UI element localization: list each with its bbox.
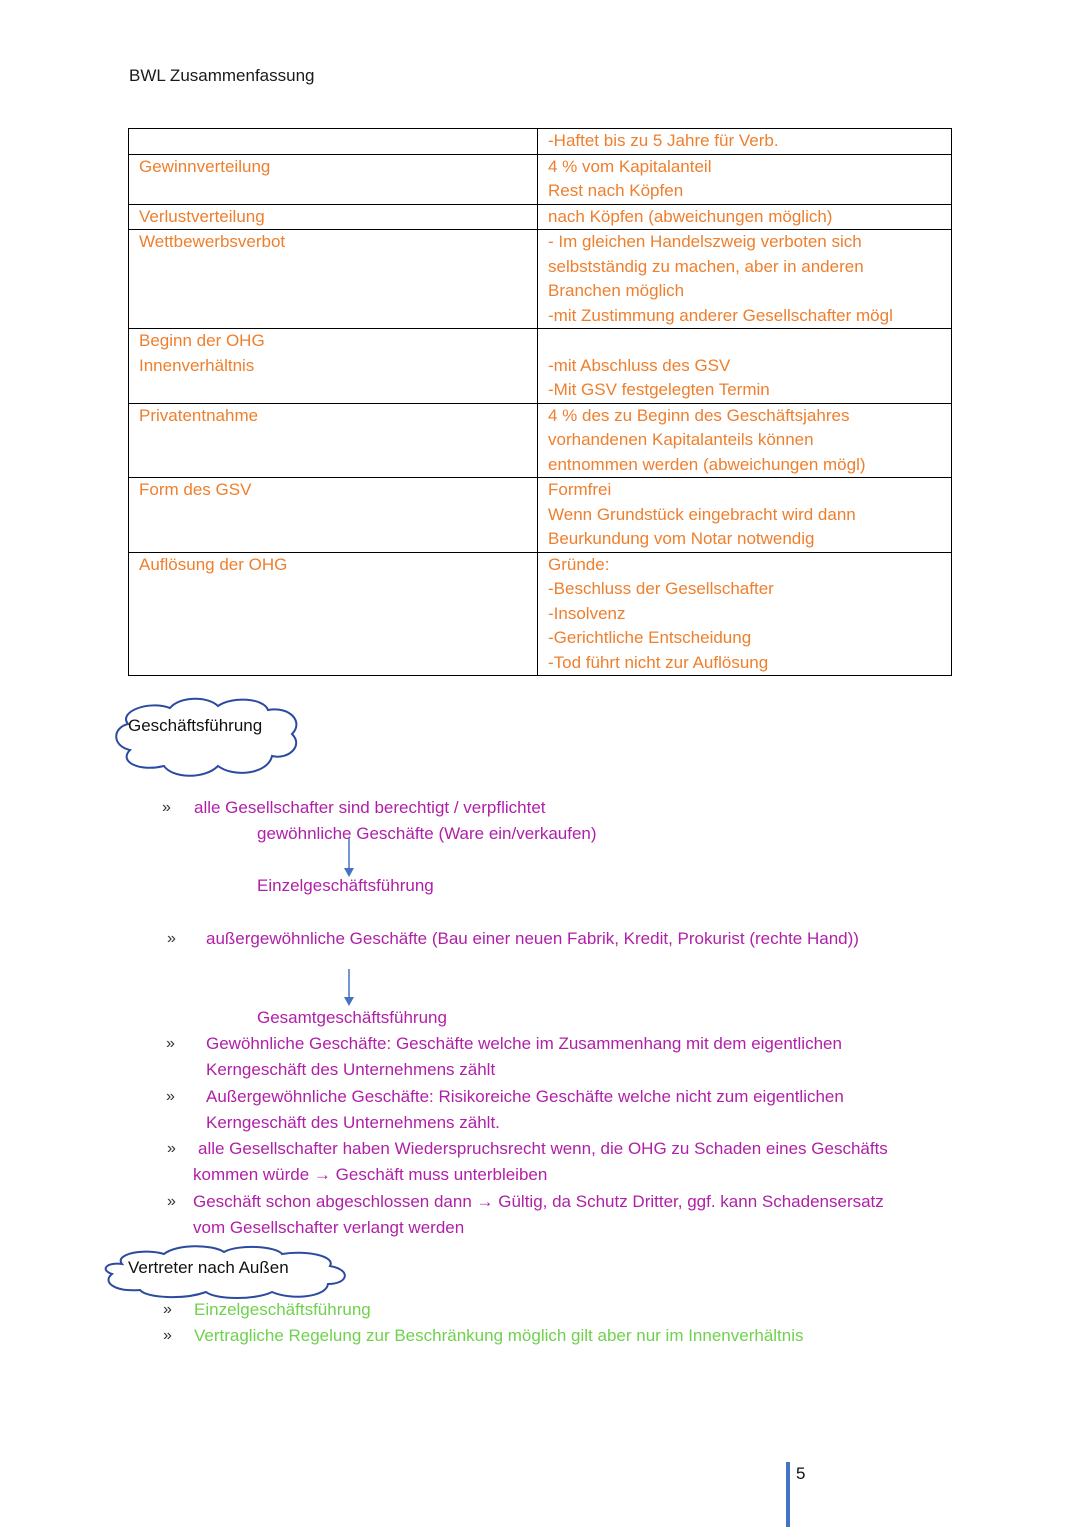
bullet-gewoehnliche-definition-line2: Kerngeschäft des Unternehmens zählt bbox=[206, 1060, 496, 1079]
table-cell-line: entnommen werden (abweichungen mögl) bbox=[548, 454, 866, 474]
table-cell-label bbox=[129, 329, 538, 404]
table-cell-line: Wenn Grundstück eingebracht wird dann bbox=[548, 504, 856, 524]
cloud-heading-geschaeftsfuehrung bbox=[108, 694, 304, 780]
bullet-gesellschafter-berechtigt: alle Gesellschafter sind berechtigt / verpflichtet bbox=[194, 798, 546, 817]
table-cell-label bbox=[129, 129, 538, 155]
table-cell-label bbox=[129, 552, 538, 676]
table-cell-value bbox=[538, 329, 952, 404]
table-cell-label bbox=[129, 478, 538, 553]
bullet-glyph: » bbox=[167, 1193, 176, 1210]
table-cell-line: Beurkundung vom Notar notwendig bbox=[548, 529, 815, 548]
table-cell-line: -mit Zustimmung anderer Gesellschafter mögl bbox=[548, 305, 893, 325]
bullet-glyph: » bbox=[163, 1327, 172, 1344]
table-cell-value bbox=[538, 552, 952, 676]
bullet-aussergewoehnliche-definition-line1: Außergewöhnliche Geschäfte: Risikoreiche Geschäfte welche nicht zum eigentlichen bbox=[206, 1087, 844, 1106]
table-cell-line: nach Köpfen (abweichungen möglich) bbox=[548, 206, 833, 226]
table-cell-line: 4 % vom Kapitalanteil bbox=[548, 156, 712, 176]
cloud-heading-vertreter-nach-aussen bbox=[100, 1244, 352, 1300]
table-cell-line: -Gerichtliche Entscheidung bbox=[548, 628, 752, 647]
table-cell-line: -Insolvenz bbox=[548, 603, 626, 623]
bullet-glyph: » bbox=[167, 1140, 176, 1157]
bullet-aussergewoehnliche-geschaefte: außergewöhnliche Geschäfte (Bau einer neuen Fabrik, Kredit, Prokurist (rechte Hand)) bbox=[206, 929, 859, 948]
bullet-einzelgeschaeftsfuehrung: Einzelgeschäftsführung bbox=[194, 1300, 371, 1319]
arrow-down-icon bbox=[343, 969, 355, 1009]
arrow-down-icon bbox=[343, 838, 355, 878]
table-row bbox=[129, 129, 952, 155]
page-number: 5 bbox=[796, 1464, 806, 1483]
table-row bbox=[129, 154, 952, 204]
result-einzelgeschaeftsfuehrung: Einzelgeschäftsführung bbox=[257, 876, 434, 895]
table-row bbox=[129, 230, 952, 329]
table-cell-label bbox=[129, 403, 538, 478]
bullet-geschaeft-abgeschlossen-line1: Geschäft schon abgeschlossen dann → Gültig, da Schutz Dritter, ggf. kann Schadensersatz bbox=[193, 1192, 884, 1211]
result-gesamtgeschaeftsfuehrung: Gesamtgeschäftsführung bbox=[257, 1008, 447, 1027]
table-cell-value bbox=[538, 403, 952, 478]
table-cell-value bbox=[538, 129, 952, 155]
table-cell-value bbox=[538, 154, 952, 204]
table-row bbox=[129, 552, 952, 676]
table-cell-line: -Beschluss der Gesellschafter bbox=[548, 579, 774, 598]
table-cell-line: -Mit GSV festgelegten Termin bbox=[548, 380, 770, 399]
table-cell-label bbox=[129, 204, 538, 230]
table-cell-label bbox=[129, 154, 538, 204]
bullet-vertragliche-regelung: Vertragliche Regelung zur Beschränkung möglich gilt aber nur im Innenverhältnis bbox=[194, 1326, 804, 1345]
ohg-summary-table bbox=[128, 128, 952, 676]
table-cell-line bbox=[139, 129, 529, 154]
table-cell-line: Wettbewerbsverbot bbox=[139, 232, 286, 251]
table-cell-line: Beginn der OHG bbox=[139, 331, 265, 350]
bullet-glyph: » bbox=[167, 930, 176, 947]
table-row bbox=[129, 329, 952, 404]
table-row bbox=[129, 403, 952, 478]
table-cell-line: Gründe: bbox=[548, 554, 610, 574]
bullet-geschaeft-abgeschlossen-line2: vom Gesellschafter verlangt werden bbox=[193, 1218, 465, 1237]
cloud-shape-icon bbox=[108, 694, 304, 780]
bullet-gewoehnliche-definition-line1: Gewöhnliche Geschäfte: Geschäfte welche im Zusammenhang mit dem eigentlichen bbox=[206, 1034, 842, 1053]
bullet-glyph: » bbox=[166, 1088, 175, 1105]
table-cell-line: Rest nach Köpfen bbox=[548, 181, 684, 200]
table-cell-line: Innenverhältnis bbox=[139, 355, 255, 375]
table-cell-line: Branchen möglich bbox=[548, 281, 685, 300]
bullet-widerspruchsrecht-line2: kommen würde → Geschäft muss unterbleiben bbox=[193, 1165, 548, 1184]
table-row bbox=[129, 478, 952, 553]
table-cell-line bbox=[548, 329, 943, 354]
table-cell-line: Privatentnahme bbox=[139, 405, 259, 425]
table-cell-line: Gewinnverteilung bbox=[139, 156, 271, 176]
bullet-widerspruchsrecht-line1: alle Gesellschafter haben Wiederspruchsrecht wenn, die OHG zu Schaden eines Geschäfts bbox=[198, 1139, 888, 1158]
bullet-glyph: » bbox=[163, 1301, 172, 1318]
table-cell-line: -Haftet bis zu 5 Jahre für Verb. bbox=[548, 131, 779, 150]
section-title-geschaeftsfuehrung: Geschäftsführung bbox=[128, 716, 263, 735]
bullet-glyph: » bbox=[162, 799, 171, 816]
table-cell-value bbox=[538, 204, 952, 230]
page-number-bar bbox=[786, 1462, 790, 1527]
table-cell-line: - Im gleichen Handelszweig verboten sich bbox=[548, 232, 862, 251]
table-cell-value bbox=[538, 230, 952, 329]
table-cell-line: Form des GSV bbox=[139, 480, 252, 499]
table-cell-line: vorhandenen Kapitalanteils können bbox=[548, 430, 814, 449]
table-cell-line: selbstständig zu machen, aber in anderen bbox=[548, 256, 864, 276]
sub-gewoehnliche-geschaefte: gewöhnliche Geschäfte (Ware ein/verkaufen) bbox=[257, 824, 597, 843]
bullet-aussergewoehnliche-definition-line2: Kerngeschäft des Unternehmens zählt. bbox=[206, 1113, 500, 1132]
table-cell-line: Auflösung der OHG bbox=[139, 554, 288, 574]
table-cell-line: -Tod führt nicht zur Auflösung bbox=[548, 652, 769, 672]
table-cell-line: 4 % des zu Beginn des Geschäftsjahres bbox=[548, 405, 850, 425]
table-cell-label bbox=[129, 230, 538, 329]
table-cell-line: Verlustverteilung bbox=[139, 206, 265, 226]
table-cell-line: Formfrei bbox=[548, 480, 612, 499]
table-cell-value bbox=[538, 478, 952, 553]
table-cell-line: -mit Abschluss des GSV bbox=[548, 355, 731, 375]
table-row bbox=[129, 204, 952, 230]
section-title-vertreter-nach-aussen: Vertreter nach Außen bbox=[128, 1258, 289, 1277]
bullet-glyph: » bbox=[166, 1035, 175, 1052]
document-header: BWL Zusammenfassung bbox=[129, 66, 315, 85]
